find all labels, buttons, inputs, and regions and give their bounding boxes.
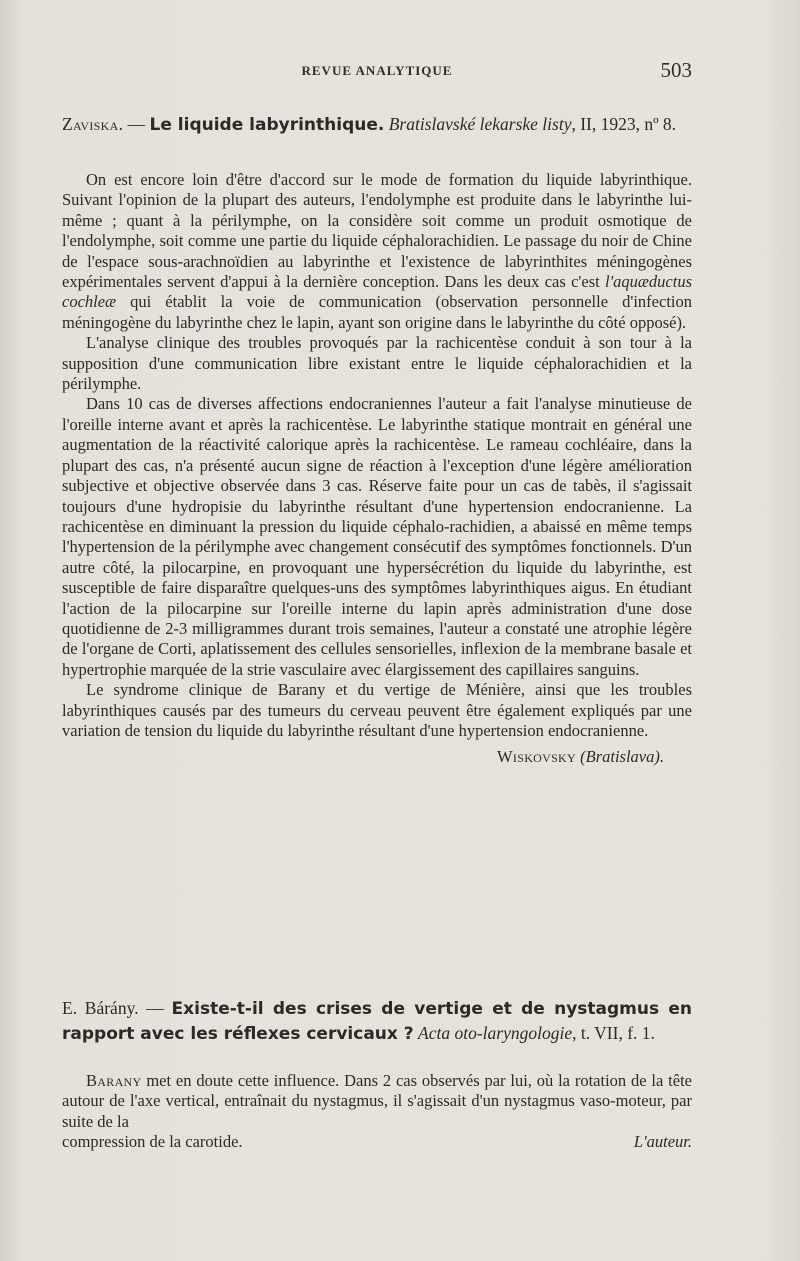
article-2-last-line <box>62 1132 692 1152</box>
article-1-paragraph-1 <box>62 170 692 333</box>
paragraph-1-text-a: On est encore loin d'être d'accord sur le mode de formation du liquide labyrinthique. Suivant l'opinion de la plupart des auteurs, l'endolymphe est produite dans le labyrinthe lui-même ; quant à la périlymphe, on la considère soit comme un produit osmotique de l'endolymphe, soit comme une partie du liquide céphalorachidien. Le passage du noir de Chine de l'espace sous-arachnoïdien au labyrinthe et l'existence de labyrinthites méningogènes expérimentales servent d'appui à la dernière conception. Dans les deux cas c'est <box>62 170 692 292</box>
article-2-body-author: Barany <box>86 1071 142 1090</box>
page-header <box>62 58 692 84</box>
article-1-paragraph-4: Le syndrome clinique de Barany et du vertige de Ménière, ainsi que les troubles labyrinthiques causés par des tumeurs du cerveau peuvent être également expliqués par une variation de tension du liquide du labyrinthe résultant d'une hypertension endocranienne. <box>62 680 692 740</box>
article-2-signature: L'auteur. <box>633 1132 692 1152</box>
article-2-last-line-text: compression de la carotide. <box>62 1132 243 1152</box>
article-2-dash: — <box>138 998 172 1018</box>
article-2-journal: Acta oto-laryngologie <box>418 1023 573 1043</box>
article-2-paragraph <box>62 1071 692 1132</box>
article-2-citation: , t. VII, f. 1. <box>572 1023 655 1043</box>
paragraph-1-text-b: qui établit la voie de communication (observation personnelle d'infection méningogène du labyrinthe chez le lapin, ayant son origine dans le labyrinthe du côté opposé). <box>62 292 692 332</box>
article-2-title: Existe-t-il des crises de vertige et de nystagmus en rapport avec les réflexes cervicaux ? <box>62 999 693 1044</box>
signature-name: Wiskovsky <box>497 747 576 767</box>
paragraph-1-italic-term: l'aquæductus cochleæ <box>62 272 692 312</box>
article-1-paragraph-3: Dans 10 cas de diverses affections endocraniennes l'auteur a fait l'analyse minutieuse de l'oreille interne avant et après la rachicentèse. Le labyrinthe statique montrait en général une augmentation de la réactivité calorique après la rachicentèse. Le rameau cochléaire, dans la plupart des cas, n'a présenté aucun signe de réaction à l'exception d'une légère amélioration subjective et objective observée dans 3 cas. Réserve faite pour un cas de tabès, il s'agissait toujours d'une hydropisie du labyrinthe résultant d'une hypertension endocranienne. La rachicentèse en diminuant la pression du liquide céphalo-rachidien, a abaissé en même temps l'hypertension de la périlymphe avec changement consécutif des symptômes fonctionnels. D'un autre côté, la pilocarpine, en provoquant une hypersécrétion du liquide du labyrinthe, est susceptible de faire disparaître quelques-uns des symptômes labyrinthiques aigus. En étudiant l'action de la pilocarpine sur l'oreille interne du lapin après administration d'une dose quotidienne de 2-3 milligrammes durant trois semaines, l'auteur a constaté une atrophie légère de l'organe de Corti, aplatissement des cellules sensorielles, inflexion de la membrane basale et hypertrophie marquée de la strie vasculaire avec élargissement des capillaires sanguins. <box>62 394 692 679</box>
page-number: 503 <box>660 58 692 82</box>
article-1-paragraph-2: L'analyse clinique des troubles provoqués par la rachicentèse conduit à son tour à la supposition d'une communication libre existant entre le liquide céphalorachidien et la périlymphe. <box>62 333 692 394</box>
article-1-title: Le liquide labyrinthique. <box>149 115 385 135</box>
article-1-signature <box>62 747 692 767</box>
article-1-dash: — <box>123 114 150 134</box>
article-1-body <box>62 170 692 768</box>
article-2-body-text: met en doute cette influence. Dans 2 cas observés par lui, où la rotation de la tête autour de l'axe vertical, entraînait du nystagmus, il s'agissait d'un nystagmus vaso-moteur, par suite de la <box>62 1071 692 1131</box>
running-head: REVUE ANALYTIQUE <box>301 63 453 78</box>
article-2-body <box>62 1071 692 1153</box>
article-1-journal: Bratislavské lekarske listy <box>388 114 572 134</box>
article-1-author: Zaviska. <box>62 114 124 134</box>
article-1-heading <box>62 112 692 137</box>
signature-place: (Bratislava). <box>580 747 664 767</box>
article-2-author: E. Bárány. <box>62 998 139 1018</box>
article-2-heading <box>62 996 692 1046</box>
article-1-citation: , II, 1923, nº 8. <box>571 114 677 134</box>
